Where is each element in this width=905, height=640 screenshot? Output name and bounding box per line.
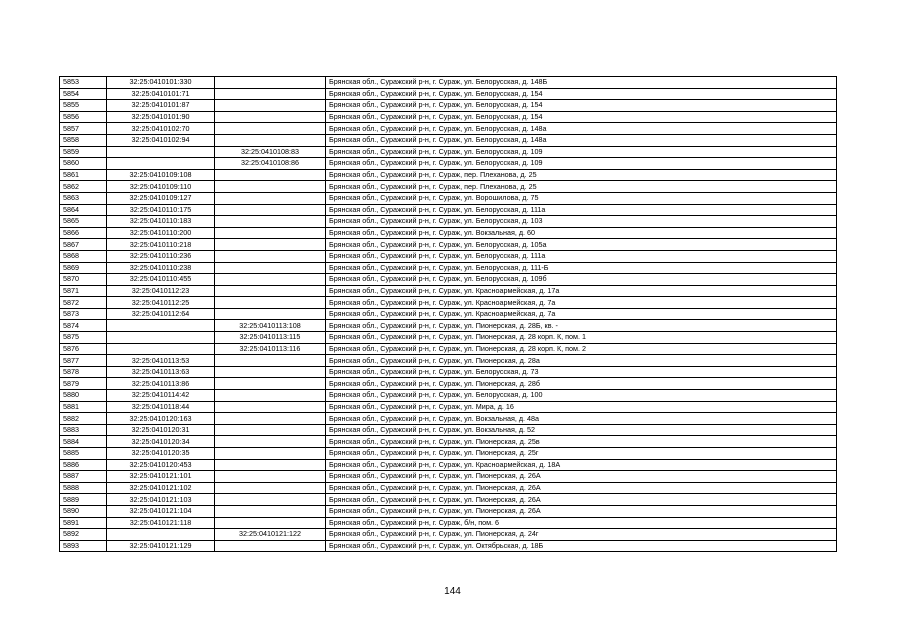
cadastral-number-alt-cell <box>215 424 326 436</box>
address-cell: Брянская обл., Суражский р-н, г. Сураж, ул. Белорусская, д. 111-Б <box>326 262 837 274</box>
cadastral-number-cell: 32:25:0410110:236 <box>107 250 215 262</box>
row-number-cell: 5867 <box>60 239 107 251</box>
table-row <box>60 158 837 170</box>
cadastral-number-cell: 32:25:0410101:90 <box>107 111 215 123</box>
cadastral-number-cell: 32:25:0410109:108 <box>107 169 215 181</box>
cadastral-number-alt-cell <box>215 505 326 517</box>
row-number-cell: 5871 <box>60 285 107 297</box>
row-number-cell: 5884 <box>60 436 107 448</box>
cadastral-number-alt-cell: 32:25:0410113:115 <box>215 332 326 344</box>
row-number-cell: 5889 <box>60 494 107 506</box>
cadastral-number-alt-cell <box>215 274 326 286</box>
table-row <box>60 436 837 448</box>
table-row <box>60 459 837 471</box>
cadastral-number-alt-cell <box>215 355 326 367</box>
row-number-cell: 5858 <box>60 134 107 146</box>
cadastral-number-cell: 32:25:0410110:200 <box>107 227 215 239</box>
table-row <box>60 250 837 262</box>
cadastral-number-alt-cell <box>215 459 326 471</box>
cadastral-number-alt-cell <box>215 239 326 251</box>
row-number-cell: 5872 <box>60 297 107 309</box>
row-number-cell: 5887 <box>60 471 107 483</box>
address-cell: Брянская обл., Суражский р-н, г. Сураж, ул. Красноармейская, д. 17а <box>326 285 837 297</box>
cadastral-number-alt-cell <box>215 285 326 297</box>
table-row <box>60 471 837 483</box>
table-row <box>60 181 837 193</box>
cadastral-number-alt-cell <box>215 366 326 378</box>
cadastral-number-alt-cell <box>215 192 326 204</box>
table-row <box>60 517 837 529</box>
cadastral-number-alt-cell: 32:25:0410108:83 <box>215 146 326 158</box>
address-cell: Брянская обл., Суражский р-н, г. Сураж, ул. Белорусская, д. 109б <box>326 274 837 286</box>
table-row <box>60 204 837 216</box>
row-number-cell: 5879 <box>60 378 107 390</box>
cadastral-number-cell <box>107 332 215 344</box>
row-number-cell: 5891 <box>60 517 107 529</box>
row-number-cell: 5860 <box>60 158 107 170</box>
row-number-cell: 5883 <box>60 424 107 436</box>
cadastral-number-alt-cell <box>215 216 326 228</box>
cadastral-number-cell: 32:25:0410110:175 <box>107 204 215 216</box>
address-cell: Брянская обл., Суражский р-н, г. Сураж, ул. Белорусская, д. 105а <box>326 239 837 251</box>
table-row <box>60 262 837 274</box>
address-cell: Брянская обл., Суражский р-н, г. Сураж, ул. Красноармейская, д. 18А <box>326 459 837 471</box>
row-number-cell: 5878 <box>60 366 107 378</box>
table-row <box>60 390 837 402</box>
table-row <box>60 332 837 344</box>
cadastral-number-cell <box>107 158 215 170</box>
address-cell: Брянская обл., Суражский р-н, г. Сураж, б/н, пом. 6 <box>326 517 837 529</box>
address-cell: Брянская обл., Суражский р-н, г. Сураж, ул. Белорусская, д. 148а <box>326 123 837 135</box>
cadastral-number-alt-cell <box>215 111 326 123</box>
address-cell: Брянская обл., Суражский р-н, г. Сураж, ул. Пионерская, д. 26А <box>326 471 837 483</box>
address-cell: Брянская обл., Суражский р-н, г. Сураж, ул. Пионерская, д. 26А <box>326 494 837 506</box>
cadastral-number-cell: 32:25:0410110:183 <box>107 216 215 228</box>
cadastral-number-cell: 32:25:0410110:238 <box>107 262 215 274</box>
row-number-cell: 5855 <box>60 100 107 112</box>
row-number-cell: 5859 <box>60 146 107 158</box>
row-number-cell: 5869 <box>60 262 107 274</box>
row-number-cell: 5854 <box>60 88 107 100</box>
cadastral-number-cell: 32:25:0410118:44 <box>107 401 215 413</box>
row-number-cell: 5877 <box>60 355 107 367</box>
address-cell: Брянская обл., Суражский р-н, г. Сураж, ул. Мира, д. 16 <box>326 401 837 413</box>
address-cell: Брянская обл., Суражский р-н, г. Сураж, ул. Белорусская, д. 73 <box>326 366 837 378</box>
table-row <box>60 366 837 378</box>
cadastral-number-alt-cell <box>215 494 326 506</box>
row-number-cell: 5868 <box>60 250 107 262</box>
table-row <box>60 216 837 228</box>
table-row <box>60 308 837 320</box>
table-row <box>60 285 837 297</box>
table-row <box>60 88 837 100</box>
cadastral-number-cell: 32:25:0410113:53 <box>107 355 215 367</box>
cadastral-number-cell: 32:25:0410121:102 <box>107 482 215 494</box>
address-cell: Брянская обл., Суражский р-н, г. Сураж, ул. Ворошилова, д. 75 <box>326 192 837 204</box>
table-row <box>60 494 837 506</box>
table-row <box>60 529 837 541</box>
cadastral-number-alt-cell <box>215 77 326 89</box>
address-cell: Брянская обл., Суражский р-н, г. Сураж, ул. Белорусская, д. 154 <box>326 88 837 100</box>
cadastral-number-alt-cell <box>215 134 326 146</box>
cadastral-number-alt-cell <box>215 413 326 425</box>
cadastral-number-alt-cell <box>215 471 326 483</box>
table-row <box>60 146 837 158</box>
address-cell: Брянская обл., Суражский р-н, г. Сураж, ул. Белорусская, д. 109 <box>326 158 837 170</box>
cadastral-number-cell: 32:25:0410120:31 <box>107 424 215 436</box>
table-row <box>60 169 837 181</box>
cadastral-number-alt-cell <box>215 227 326 239</box>
cadastral-number-cell: 32:25:0410109:127 <box>107 192 215 204</box>
row-number-cell: 5866 <box>60 227 107 239</box>
cadastral-number-cell: 32:25:0410121:104 <box>107 505 215 517</box>
address-cell: Брянская обл., Суражский р-н, г. Сураж, ул. Белорусская, д. 109 <box>326 146 837 158</box>
address-cell: Брянская обл., Суражский р-н, г. Сураж, ул. Белорусская, д. 111а <box>326 204 837 216</box>
row-number-cell: 5857 <box>60 123 107 135</box>
table-row <box>60 239 837 251</box>
row-number-cell: 5870 <box>60 274 107 286</box>
cadastral-number-cell: 32:25:0410121:118 <box>107 517 215 529</box>
cadastral-number-cell: 32:25:0410101:71 <box>107 88 215 100</box>
row-number-cell: 5892 <box>60 529 107 541</box>
row-number-cell: 5874 <box>60 320 107 332</box>
table-row <box>60 413 837 425</box>
page-number: 144 <box>444 586 461 597</box>
cadastral-number-alt-cell <box>215 88 326 100</box>
table-row <box>60 424 837 436</box>
cadastral-number-cell: 32:25:0410113:86 <box>107 378 215 390</box>
registry-table-body <box>60 77 837 552</box>
address-cell: Брянская обл., Суражский р-н, г. Сураж, ул. Белорусская, д. 111а <box>326 250 837 262</box>
cadastral-number-cell: 32:25:0410102:70 <box>107 123 215 135</box>
cadastral-number-cell: 32:25:0410120:453 <box>107 459 215 471</box>
row-number-cell: 5890 <box>60 505 107 517</box>
cadastral-number-alt-cell <box>215 378 326 390</box>
address-cell: Брянская обл., Суражский р-н, г. Сураж, ул. Вокзальная, д. 52 <box>326 424 837 436</box>
cadastral-number-cell <box>107 343 215 355</box>
cadastral-number-cell: 32:25:0410121:101 <box>107 471 215 483</box>
cadastral-number-cell: 32:25:0410113:63 <box>107 366 215 378</box>
row-number-cell: 5888 <box>60 482 107 494</box>
cadastral-number-cell: 32:25:0410102:94 <box>107 134 215 146</box>
table-row <box>60 378 837 390</box>
address-cell: Брянская обл., Суражский р-н, г. Сураж, ул. Белорусская, д. 148а <box>326 134 837 146</box>
cadastral-number-cell: 32:25:0410110:218 <box>107 239 215 251</box>
cadastral-number-cell: 32:25:0410114:42 <box>107 390 215 402</box>
table-row <box>60 77 837 89</box>
address-cell: Брянская обл., Суражский р-н, г. Сураж, ул. Белорусская, д. 100 <box>326 390 837 402</box>
table-row <box>60 482 837 494</box>
cadastral-number-cell: 32:25:0410121:103 <box>107 494 215 506</box>
row-number-cell: 5876 <box>60 343 107 355</box>
table-row <box>60 343 837 355</box>
address-cell: Брянская обл., Суражский р-н, г. Сураж, ул. Белорусская, д. 154 <box>326 111 837 123</box>
table-row <box>60 355 837 367</box>
cadastral-number-alt-cell <box>215 204 326 216</box>
table-row <box>60 192 837 204</box>
address-cell: Брянская обл., Суражский р-н, г. Сураж, ул. Белорусская, д. 103 <box>326 216 837 228</box>
cadastral-number-alt-cell <box>215 448 326 460</box>
row-number-cell: 5856 <box>60 111 107 123</box>
row-number-cell: 5873 <box>60 308 107 320</box>
cadastral-number-alt-cell <box>215 262 326 274</box>
table-row <box>60 111 837 123</box>
cadastral-number-cell <box>107 320 215 332</box>
cadastral-number-cell: 32:25:0410120:163 <box>107 413 215 425</box>
cadastral-number-alt-cell <box>215 390 326 402</box>
cadastral-number-cell: 32:25:0410112:25 <box>107 297 215 309</box>
address-cell: Брянская обл., Суражский р-н, г. Сураж, ул. Пионерская, д. 28 корп. К, пом. 2 <box>326 343 837 355</box>
table-row <box>60 227 837 239</box>
cadastral-number-alt-cell <box>215 540 326 552</box>
row-number-cell: 5893 <box>60 540 107 552</box>
cadastral-number-cell: 32:25:0410110:455 <box>107 274 215 286</box>
address-cell: Брянская обл., Суражский р-н, г. Сураж, ул. Пионерская, д. 24г <box>326 529 837 541</box>
address-cell: Брянская обл., Суражский р-н, г. Сураж, ул. Белорусская, д. 148Б <box>326 77 837 89</box>
cadastral-number-cell <box>107 529 215 541</box>
table-row <box>60 401 837 413</box>
cadastral-number-cell: 32:25:0410101:87 <box>107 100 215 112</box>
table-row <box>60 540 837 552</box>
cadastral-number-alt-cell <box>215 100 326 112</box>
address-cell: Брянская обл., Суражский р-н, г. Сураж, ул. Пионерская, д. 26А <box>326 482 837 494</box>
row-number-cell: 5862 <box>60 181 107 193</box>
row-number-cell: 5886 <box>60 459 107 471</box>
cadastral-number-alt-cell <box>215 517 326 529</box>
address-cell: Брянская обл., Суражский р-н, г. Сураж, ул. Октябрьская, д. 18Б <box>326 540 837 552</box>
cadastral-number-alt-cell <box>215 482 326 494</box>
row-number-cell: 5880 <box>60 390 107 402</box>
row-number-cell: 5881 <box>60 401 107 413</box>
cadastral-number-cell <box>107 146 215 158</box>
address-cell: Брянская обл., Суражский р-н, г. Сураж, ул. Красноармейская, д. 7а <box>326 308 837 320</box>
address-cell: Брянская обл., Суражский р-н, г. Сураж, ул. Пионерская, д. 28б <box>326 378 837 390</box>
cadastral-number-cell: 32:25:0410112:64 <box>107 308 215 320</box>
address-cell: Брянская обл., Суражский р-н, г. Сураж, ул. Пионерская, д. 25г <box>326 448 837 460</box>
row-number-cell: 5875 <box>60 332 107 344</box>
cadastral-number-cell: 32:25:0410120:34 <box>107 436 215 448</box>
address-cell: Брянская обл., Суражский р-н, г. Сураж, ул. Вокзальная, д. 60 <box>326 227 837 239</box>
cadastral-number-alt-cell <box>215 250 326 262</box>
address-cell: Брянская обл., Суражский р-н, г. Сураж, ул. Белорусская, д. 154 <box>326 100 837 112</box>
cadastral-number-alt-cell: 32:25:0410108:86 <box>215 158 326 170</box>
cadastral-number-cell: 32:25:0410121:129 <box>107 540 215 552</box>
address-cell: Брянская обл., Суражский р-н, г. Сураж, ул. Пионерская, д. 28 корп. К, пом. 1 <box>326 332 837 344</box>
row-number-cell: 5885 <box>60 448 107 460</box>
row-number-cell: 5865 <box>60 216 107 228</box>
cadastral-number-cell: 32:25:0410101:330 <box>107 77 215 89</box>
cadastral-number-alt-cell <box>215 123 326 135</box>
address-cell: Брянская обл., Суражский р-н, г. Сураж, пер. Плеханова, д. 25 <box>326 181 837 193</box>
table-row <box>60 297 837 309</box>
cadastral-number-alt-cell <box>215 308 326 320</box>
registry-table <box>59 76 837 552</box>
table-row <box>60 505 837 517</box>
address-cell: Брянская обл., Суражский р-н, г. Сураж, ул. Вокзальная, д. 48а <box>326 413 837 425</box>
table-row <box>60 123 837 135</box>
cadastral-number-cell: 32:25:0410109:110 <box>107 181 215 193</box>
cadastral-number-alt-cell: 32:25:0410121:122 <box>215 529 326 541</box>
cadastral-number-alt-cell <box>215 401 326 413</box>
cadastral-number-alt-cell <box>215 169 326 181</box>
table-row <box>60 134 837 146</box>
table-row <box>60 320 837 332</box>
row-number-cell: 5861 <box>60 169 107 181</box>
address-cell: Брянская обл., Суражский р-н, г. Сураж, ул. Пионерская, д. 28а <box>326 355 837 367</box>
table-row <box>60 448 837 460</box>
row-number-cell: 5863 <box>60 192 107 204</box>
table-row <box>60 100 837 112</box>
cadastral-number-alt-cell: 32:25:0410113:116 <box>215 343 326 355</box>
table-row <box>60 274 837 286</box>
cadastral-number-cell: 32:25:0410112:23 <box>107 285 215 297</box>
cadastral-number-cell: 32:25:0410120:35 <box>107 448 215 460</box>
address-cell: Брянская обл., Суражский р-н, г. Сураж, пер. Плеханова, д. 25 <box>326 169 837 181</box>
address-cell: Брянская обл., Суражский р-н, г. Сураж, ул. Пионерская, д. 28Б, кв. - <box>326 320 837 332</box>
row-number-cell: 5882 <box>60 413 107 425</box>
row-number-cell: 5864 <box>60 204 107 216</box>
cadastral-number-alt-cell <box>215 297 326 309</box>
address-cell: Брянская обл., Суражский р-н, г. Сураж, ул. Красноармейская, д. 7а <box>326 297 837 309</box>
address-cell: Брянская обл., Суражский р-н, г. Сураж, ул. Пионерская, д. 25в <box>326 436 837 448</box>
row-number-cell: 5853 <box>60 77 107 89</box>
cadastral-number-alt-cell <box>215 436 326 448</box>
cadastral-number-alt-cell: 32:25:0410113:108 <box>215 320 326 332</box>
cadastral-number-alt-cell <box>215 181 326 193</box>
address-cell: Брянская обл., Суражский р-н, г. Сураж, ул. Пионерская, д. 26А <box>326 505 837 517</box>
